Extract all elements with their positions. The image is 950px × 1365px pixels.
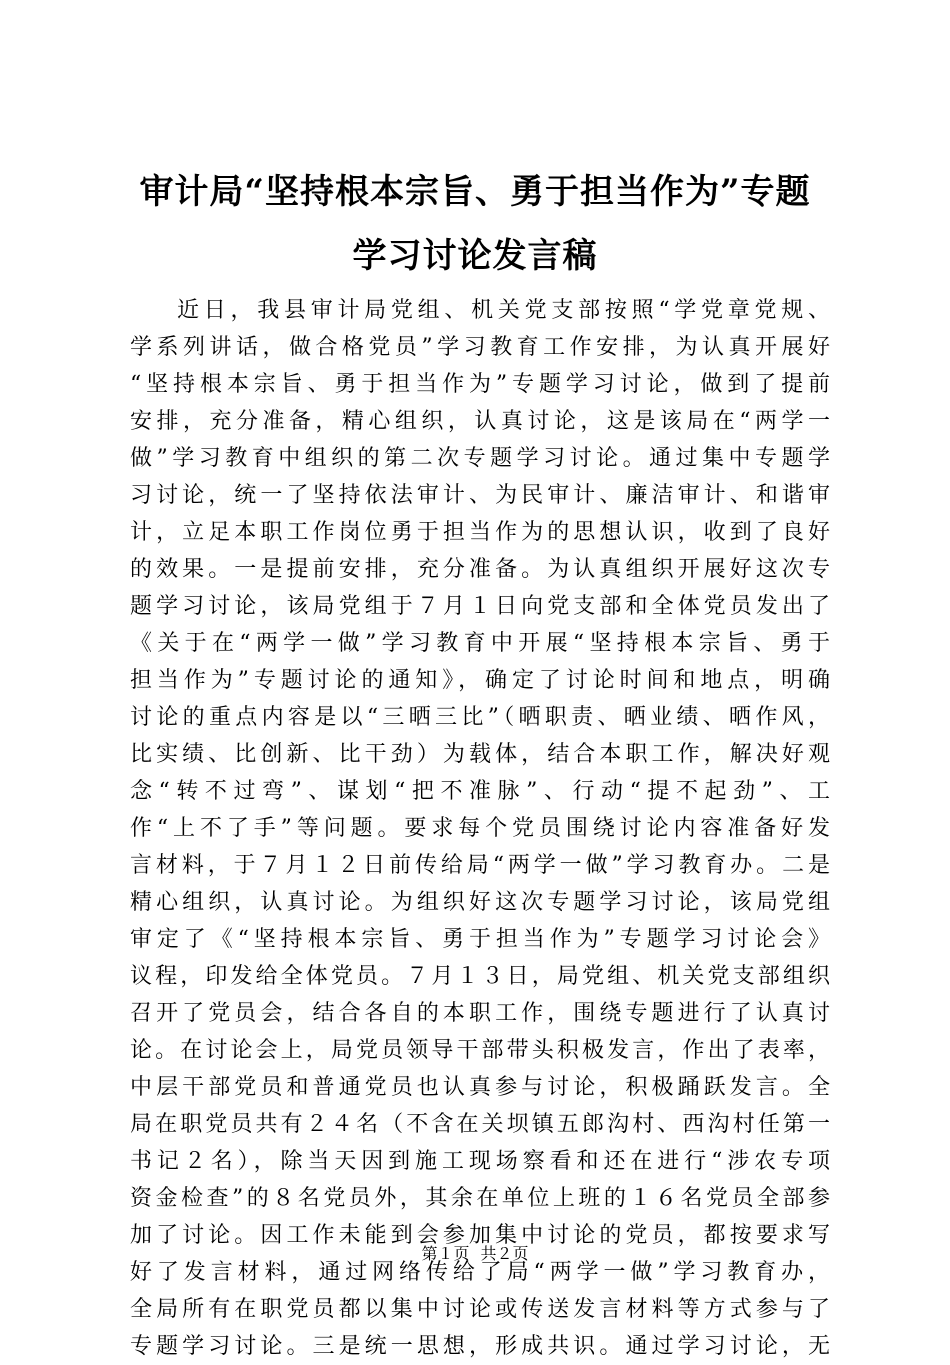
body-line: 精心组织，认真讨论。为组织好这次专题学习讨论，该局党组 bbox=[130, 890, 830, 915]
body-line: 好了发言材料，通过网络传给了局“两学一做”学习教育办， bbox=[130, 1260, 830, 1285]
body-line: 担当作为”专题讨论的通知》，确定了讨论时间和地点，明确 bbox=[130, 668, 830, 693]
body-line: 近日，我县审计局党组、机关党支部按照“学党章党规、 bbox=[177, 298, 830, 323]
body-line: 专题学习讨论。三是统一思想，形成共识。通过学习讨论，无 bbox=[130, 1334, 830, 1359]
body-line: 全局所有在职党员都以集中讨论或传送发言材料等方式参与了 bbox=[130, 1297, 830, 1322]
body-line: 召开了党员会，结合各自的本职工作，围绕专题进行了认真讨 bbox=[130, 1001, 830, 1026]
body-line: 作“上不了手”等问题。要求每个党员围绕讨论内容准备好发 bbox=[130, 816, 830, 841]
body-line: 书记２名），除当天因到施工现场察看和还在进行“涉农专项 bbox=[130, 1149, 830, 1174]
body-line: 念“转不过弯”、谋划“把不准脉”、行动“提不起劲”、工 bbox=[130, 779, 830, 804]
body-line: 《关于在“两学一做”学习教育中开展“坚持根本宗旨、勇于 bbox=[130, 631, 830, 656]
page-total: 共２页 bbox=[480, 1244, 529, 1263]
body-line: 资金检查”的８名党员外，其余在单位上班的１６名党员全部参 bbox=[130, 1186, 830, 1211]
body-line: 中层干部党员和普通党员也认真参与讨论，积极踊跃发言。全 bbox=[130, 1075, 830, 1100]
body-line: 比实绩、比创新、比干劲）为载体，结合本职工作，解决好观 bbox=[130, 742, 830, 767]
body-line: 做”学习教育中组织的第二次专题学习讨论。通过集中专题学 bbox=[130, 446, 830, 471]
document-title-line-1: 审计局“坚持根本宗旨、勇于担当作为”专题 bbox=[139, 172, 811, 212]
body-line: 讨论的重点内容是以“三晒三比”（晒职责、晒业绩、晒作风， bbox=[130, 705, 830, 730]
body-line: 言材料，于７月１２日前传给局“两学一做”学习教育办。二是 bbox=[130, 853, 830, 878]
body-line: 安排，充分准备，精心组织，认真讨论，这是该局在“两学一 bbox=[130, 409, 830, 434]
body-line: 题学习讨论，该局党组于７月１日向党支部和全体党员发出了 bbox=[130, 594, 830, 619]
body-line: 学系列讲话，做合格党员”学习教育工作安排，为认真开展好 bbox=[130, 335, 830, 360]
document-title-line-2: 学习讨论发言稿 bbox=[352, 236, 598, 276]
body-line: 论。在讨论会上，局党员领导干部带头积极发言，作出了表率， bbox=[130, 1038, 830, 1063]
body-line: 习讨论，统一了坚持依法审计、为民审计、廉洁审计、和谐审 bbox=[130, 483, 830, 508]
body-line: 审定了《“坚持根本宗旨、勇于担当作为”专题学习讨论会》 bbox=[130, 927, 830, 952]
body-line: 的效果。一是提前安排，充分准备。为认真组织开展好这次专 bbox=[130, 557, 830, 582]
page-number: 第１页 bbox=[421, 1244, 470, 1263]
body-line: “坚持根本宗旨、勇于担当作为”专题学习讨论，做到了提前 bbox=[130, 372, 830, 397]
body-line: 计，立足本职工作岗位勇于担当作为的思想认识，收到了良好 bbox=[130, 520, 830, 545]
body-line: 局在职党员共有２４名（不含在关坝镇五郎沟村、西沟村任第一 bbox=[130, 1112, 830, 1137]
body-line: 加了讨论。因工作未能到会参加集中讨论的党员，都按要求写 bbox=[130, 1223, 830, 1248]
document-body bbox=[130, 292, 830, 1365]
page-footer bbox=[0, 1244, 950, 1264]
body-line: 议程，印发给全体党员。７月１３日，局党组、机关党支部组织 bbox=[130, 964, 830, 989]
